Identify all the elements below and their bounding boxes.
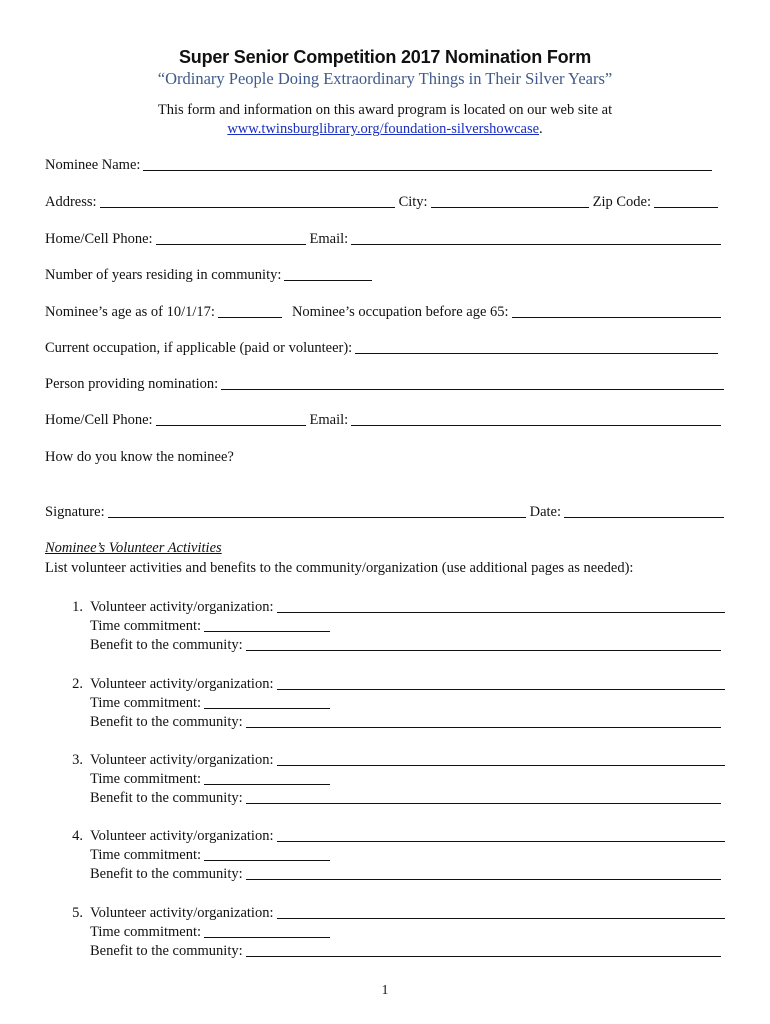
activity-label: Volunteer activity/organization: — [90, 752, 274, 768]
intro-paragraph — [0, 101, 770, 139]
nominator-row — [45, 373, 724, 393]
time-commitment-label: Time commitment: — [90, 847, 202, 863]
current-occupation-field[interactable] — [355, 339, 718, 354]
benefit-field[interactable] — [246, 865, 721, 880]
time-commitment-label: Time commitment: — [90, 618, 202, 634]
how-know-row — [45, 446, 725, 466]
nominee-email-label: Email: — [309, 231, 349, 247]
current-occupation-row — [45, 337, 718, 357]
intro-text: This form and information on this award program is located on our web site at — [157, 102, 613, 118]
time-commitment-label: Time commitment: — [90, 924, 202, 940]
zip-code-field[interactable] — [654, 193, 718, 208]
volunteer-item — [45, 674, 725, 731]
nominator-phone-label: Home/Cell Phone: — [45, 412, 153, 428]
volunteer-item-number: 5. — [72, 905, 83, 921]
intro-period: . — [539, 121, 543, 137]
years-residing-field[interactable] — [284, 266, 372, 281]
age-occupation-row — [45, 301, 721, 321]
current-occupation-label: Current occupation, if applicable (paid or volunteer): — [45, 340, 353, 356]
time-commitment-label: Time commitment: — [90, 771, 202, 787]
zip-code-label: Zip Code: — [592, 194, 651, 210]
activity-field[interactable] — [277, 598, 726, 613]
time-commitment-field[interactable] — [204, 846, 330, 861]
benefit-label: Benefit to the community: — [90, 790, 243, 806]
city-field[interactable] — [431, 193, 589, 208]
time-commitment-field[interactable] — [204, 617, 330, 632]
page-number: 1 — [381, 982, 389, 997]
nominee-age-label: Nominee’s age as of 10/1/17: — [45, 304, 215, 320]
volunteer-item — [45, 826, 725, 883]
how-know-label: How do you know the nominee? — [45, 449, 234, 465]
nominee-email-field[interactable] — [351, 230, 721, 245]
volunteer-item — [45, 597, 725, 654]
activity-label: Volunteer activity/organization: — [90, 828, 274, 844]
activity-label: Volunteer activity/organization: — [90, 599, 274, 615]
address-label: Address: — [45, 194, 97, 210]
benefit-label: Benefit to the community: — [90, 866, 243, 882]
activity-field[interactable] — [277, 675, 726, 690]
nominator-label: Person providing nomination: — [45, 376, 219, 392]
benefit-label: Benefit to the community: — [90, 637, 243, 653]
nominee-age-field[interactable] — [218, 303, 282, 318]
signature-field[interactable] — [108, 503, 526, 518]
website-link[interactable]: www.twinsburglibrary.org/foundation-silvershowcase — [227, 121, 540, 137]
address-field[interactable] — [100, 193, 395, 208]
form-title: Super Senior Competition 2017 Nomination Form — [178, 47, 592, 67]
activity-label: Volunteer activity/organization: — [90, 905, 274, 921]
date-label: Date: — [529, 504, 561, 520]
nominator-phone-row — [45, 409, 721, 429]
volunteer-item-number: 3. — [72, 752, 83, 768]
date-field[interactable] — [564, 503, 724, 518]
nominee-name-row — [45, 154, 716, 174]
time-commitment-label: Time commitment: — [90, 695, 202, 711]
benefit-field[interactable] — [246, 789, 721, 804]
address-row — [45, 191, 718, 211]
form-subtitle: “Ordinary People Doing Extraordinary Things in Their Silver Years” — [157, 69, 613, 88]
activity-field[interactable] — [277, 904, 726, 919]
benefit-label: Benefit to the community: — [90, 943, 243, 959]
volunteer-item-number: 1. — [72, 599, 83, 615]
benefit-field[interactable] — [246, 942, 721, 957]
volunteer-item — [45, 903, 725, 960]
signature-label: Signature: — [45, 504, 105, 520]
activity-field[interactable] — [277, 751, 726, 766]
volunteer-item-number: 2. — [72, 676, 83, 692]
benefit-field[interactable] — [246, 713, 721, 728]
signature-row — [45, 501, 724, 521]
occupation-before-65-label: Nominee’s occupation before age 65: — [291, 304, 509, 320]
activity-field[interactable] — [277, 827, 726, 842]
time-commitment-field[interactable] — [204, 770, 330, 785]
nominator-phone-field[interactable] — [156, 411, 306, 426]
years-residing-label: Number of years residing in community: — [45, 267, 282, 283]
benefit-label: Benefit to the community: — [90, 714, 243, 730]
volunteer-item-number: 4. — [72, 828, 83, 844]
benefit-field[interactable] — [246, 636, 721, 651]
nominee-phone-row — [45, 228, 721, 248]
nominee-name-label: Nominee Name: — [45, 157, 141, 173]
years-residing-row — [45, 264, 725, 284]
nominator-field[interactable] — [221, 375, 724, 390]
nominator-email-field[interactable] — [351, 411, 721, 426]
volunteer-item — [45, 750, 725, 807]
nominee-phone-label: Home/Cell Phone: — [45, 231, 153, 247]
nominee-phone-field[interactable] — [156, 230, 306, 245]
time-commitment-field[interactable] — [204, 694, 330, 709]
time-commitment-field[interactable] — [204, 923, 330, 938]
volunteer-section-heading: Nominee’s Volunteer Activities — [45, 540, 222, 556]
city-label: City: — [398, 194, 428, 210]
activity-label: Volunteer activity/organization: — [90, 676, 274, 692]
nominee-name-field[interactable] — [143, 156, 712, 171]
occupation-before-65-field[interactable] — [512, 303, 721, 318]
volunteer-instructions: List volunteer activities and benefits to the community/organization (use additional pages as needed): — [45, 560, 634, 576]
nominator-email-label: Email: — [309, 412, 349, 428]
